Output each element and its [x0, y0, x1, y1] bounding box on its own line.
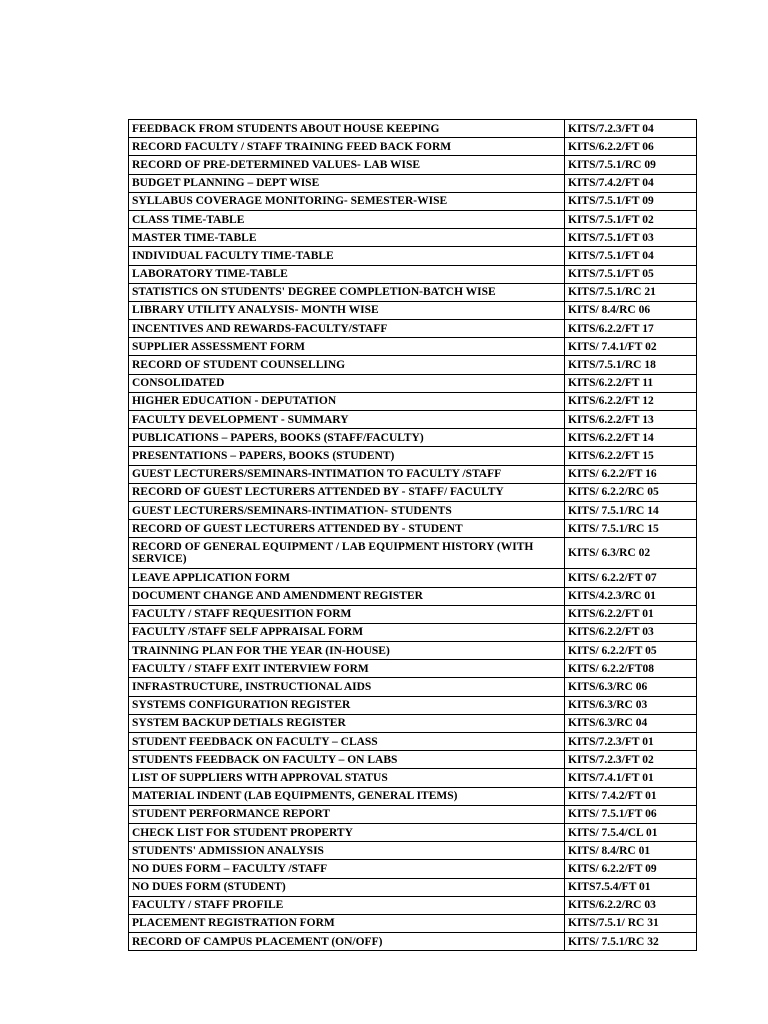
form-title-cell: CONSOLIDATED	[129, 374, 565, 392]
form-code-cell: KITS/7.2.3/FT 02	[565, 751, 697, 769]
form-code-cell: KITS/ 6.2.2/FT 07	[565, 569, 697, 587]
form-title-cell: FACULTY DEVELOPMENT - SUMMARY	[129, 411, 565, 429]
table-row	[129, 842, 697, 860]
form-title-cell: SYSTEM BACKUP DETIALS REGISTER	[129, 714, 565, 732]
table-row	[129, 120, 697, 138]
form-title-cell: GUEST LECTURERS/SEMINARS-INTIMATION TO FACULTY /STAFF	[129, 465, 565, 483]
form-title-cell: PRESENTATIONS – PAPERS, BOOKS (STUDENT)	[129, 447, 565, 465]
form-code-cell: KITS/6.2.2/FT 01	[565, 605, 697, 623]
table-row	[129, 156, 697, 174]
form-code-cell: KITS/7.5.1/FT 03	[565, 229, 697, 247]
table-row	[129, 338, 697, 356]
form-title-cell: STUDENT PERFORMANCE REPORT	[129, 805, 565, 823]
form-code-cell: KITS/6.2.2/RC 03	[565, 896, 697, 914]
form-title-cell: PUBLICATIONS – PAPERS, BOOKS (STAFF/FACULTY)	[129, 429, 565, 447]
table-row	[129, 411, 697, 429]
form-code-cell: KITS/6.2.2/FT 13	[565, 411, 697, 429]
table-row	[129, 320, 697, 338]
table-body	[129, 120, 697, 951]
form-title-cell: RECORD OF GUEST LECTURERS ATTENDED BY - STUDENT	[129, 520, 565, 538]
form-title-cell: STUDENT FEEDBACK ON FACULTY – CLASS	[129, 733, 565, 751]
table-row	[129, 265, 697, 283]
form-title-cell: FEEDBACK FROM STUDENTS ABOUT HOUSE KEEPING	[129, 120, 565, 138]
table-row	[129, 210, 697, 228]
table-row	[129, 787, 697, 805]
form-title-cell: RECORD OF GENERAL EQUIPMENT / LAB EQUIPMENT HISTORY (WITH SERVICE)	[129, 538, 565, 569]
form-code-cell: KITS/6.2.2/FT 17	[565, 320, 697, 338]
form-code-cell: KITS/7.2.3/FT 01	[565, 733, 697, 751]
table-row	[129, 642, 697, 660]
form-code-cell: KITS/7.5.1/RC 18	[565, 356, 697, 374]
table-row	[129, 483, 697, 501]
form-code-cell: KITS/7.5.1/RC 21	[565, 283, 697, 301]
table-row	[129, 769, 697, 787]
form-title-cell: CLASS TIME-TABLE	[129, 210, 565, 228]
table-row	[129, 896, 697, 914]
form-title-cell: INFRASTRUCTURE, INSTRUCTIONAL AIDS	[129, 678, 565, 696]
table-row	[129, 192, 697, 210]
form-title-cell: FACULTY /STAFF SELF APPRAISAL FORM	[129, 623, 565, 641]
table-row	[129, 174, 697, 192]
form-title-cell: GUEST LECTURERS/SEMINARS-INTIMATION- STUDENTS	[129, 501, 565, 519]
form-code-cell: KITS/6.2.2/FT 14	[565, 429, 697, 447]
form-code-cell: KITS/ 6.2.2/FT 16	[565, 465, 697, 483]
form-title-cell: LIST OF SUPPLIERS WITH APPROVAL STATUS	[129, 769, 565, 787]
form-title-cell: FACULTY / STAFF PROFILE	[129, 896, 565, 914]
table-row	[129, 247, 697, 265]
table-row	[129, 714, 697, 732]
form-title-cell: FACULTY / STAFF REQUESITION FORM	[129, 605, 565, 623]
form-title-cell: FACULTY / STAFF EXIT INTERVIEW FORM	[129, 660, 565, 678]
form-title-cell: SUPPLIER ASSESSMENT FORM	[129, 338, 565, 356]
form-code-cell: KITS/ 7.5.1/FT 06	[565, 805, 697, 823]
form-code-cell: KITS/4.2.3/RC 01	[565, 587, 697, 605]
form-code-cell: KITS/ 6.2.2/FT 05	[565, 642, 697, 660]
form-code-cell: KITS/7.2.3/FT 04	[565, 120, 697, 138]
table-row	[129, 878, 697, 896]
form-code-cell: KITS/6.2.2/FT 06	[565, 138, 697, 156]
table-row	[129, 933, 697, 951]
form-title-cell: RECORD FACULTY / STAFF TRAINING FEED BACK FORM	[129, 138, 565, 156]
form-title-cell: LEAVE APPLICATION FORM	[129, 569, 565, 587]
table-row	[129, 501, 697, 519]
form-code-cell: KITS/ 7.4.1/FT 02	[565, 338, 697, 356]
table-row	[129, 392, 697, 410]
form-code-cell: KITS/7.4.1/FT 01	[565, 769, 697, 787]
form-title-cell: CHECK LIST FOR STUDENT PROPERTY	[129, 823, 565, 841]
table-row	[129, 914, 697, 932]
form-code-cell: KITS/ 8.4/RC 01	[565, 842, 697, 860]
table-row	[129, 229, 697, 247]
form-title-cell: RECORD OF STUDENT COUNSELLING	[129, 356, 565, 374]
form-title-cell: INDIVIDUAL FACULTY TIME-TABLE	[129, 247, 565, 265]
form-code-cell: KITS/6.3/RC 04	[565, 714, 697, 732]
form-title-cell: MATERIAL INDENT (LAB EQUIPMENTS, GENERAL ITEMS)	[129, 787, 565, 805]
form-code-cell: KITS/ 6.3/RC 02	[565, 538, 697, 569]
form-title-cell: SYLLABUS COVERAGE MONITORING- SEMESTER-WISE	[129, 192, 565, 210]
form-code-cell: KITS/7.5.1/RC 09	[565, 156, 697, 174]
form-code-cell: KITS/6.2.2/FT 11	[565, 374, 697, 392]
form-code-cell: KITS/7.5.1/FT 09	[565, 192, 697, 210]
table-row	[129, 696, 697, 714]
table-row	[129, 569, 697, 587]
form-code-cell: KITS/6.3/RC 03	[565, 696, 697, 714]
form-title-cell: SYSTEMS CONFIGURATION REGISTER	[129, 696, 565, 714]
table-row	[129, 520, 697, 538]
table-row	[129, 605, 697, 623]
form-title-cell: NO DUES FORM (STUDENT)	[129, 878, 565, 896]
form-title-cell: RECORD OF CAMPUS PLACEMENT (ON/OFF)	[129, 933, 565, 951]
table-row	[129, 374, 697, 392]
form-title-cell: DOCUMENT CHANGE AND AMENDMENT REGISTER	[129, 587, 565, 605]
table-row	[129, 751, 697, 769]
table-row	[129, 623, 697, 641]
form-code-cell: KITS/ 7.5.1/RC 15	[565, 520, 697, 538]
form-code-cell: KITS/ 7.5.4/CL 01	[565, 823, 697, 841]
form-code-cell: KITS/ 6.2.2/RC 05	[565, 483, 697, 501]
table-row	[129, 301, 697, 319]
form-code-cell: KITS/6.2.2/FT 12	[565, 392, 697, 410]
table-row	[129, 678, 697, 696]
table-row	[129, 429, 697, 447]
form-title-cell: LIBRARY UTILITY ANALYSIS- MONTH WISE	[129, 301, 565, 319]
form-title-cell: MASTER TIME-TABLE	[129, 229, 565, 247]
form-title-cell: LABORATORY TIME-TABLE	[129, 265, 565, 283]
form-code-cell: KITS/ 6.2.2/FT08	[565, 660, 697, 678]
table-row	[129, 660, 697, 678]
form-title-cell: STUDENTS FEEDBACK ON FACULTY – ON LABS	[129, 751, 565, 769]
table-row	[129, 733, 697, 751]
table-row	[129, 465, 697, 483]
form-title-cell: BUDGET PLANNING – DEPT WISE	[129, 174, 565, 192]
table-row	[129, 447, 697, 465]
form-code-cell: KITS/ 7.5.1/RC 32	[565, 933, 697, 951]
forms-register-table	[128, 119, 697, 951]
table-row	[129, 587, 697, 605]
form-title-cell: INCENTIVES AND REWARDS-FACULTY/STAFF	[129, 320, 565, 338]
table-row	[129, 356, 697, 374]
form-title-cell: TRAINNING PLAN FOR THE YEAR (IN-HOUSE)	[129, 642, 565, 660]
form-code-cell: KITS/ 7.5.1/RC 14	[565, 501, 697, 519]
form-title-cell: STATISTICS ON STUDENTS' DEGREE COMPLETION-BATCH WISE	[129, 283, 565, 301]
form-title-cell: NO DUES FORM – FACULTY /STAFF	[129, 860, 565, 878]
table-row	[129, 283, 697, 301]
table-row	[129, 823, 697, 841]
form-code-cell: KITS/6.3/RC 06	[565, 678, 697, 696]
form-code-cell: KITS/7.5.1/FT 04	[565, 247, 697, 265]
table-row	[129, 860, 697, 878]
form-code-cell: KITS/ 6.2.2/FT 09	[565, 860, 697, 878]
table-row	[129, 138, 697, 156]
form-code-cell: KITS/7.5.1/FT 02	[565, 210, 697, 228]
form-code-cell: KITS/7.5.1/FT 05	[565, 265, 697, 283]
form-title-cell: RECORD OF PRE-DETERMINED VALUES- LAB WISE	[129, 156, 565, 174]
form-title-cell: STUDENTS' ADMISSION ANALYSIS	[129, 842, 565, 860]
form-title-cell: RECORD OF GUEST LECTURERS ATTENDED BY - STAFF/ FACULTY	[129, 483, 565, 501]
form-code-cell: KITS7.5.4/FT 01	[565, 878, 697, 896]
form-title-cell: HIGHER EDUCATION - DEPUTATION	[129, 392, 565, 410]
form-code-cell: KITS/6.2.2/FT 15	[565, 447, 697, 465]
form-code-cell: KITS/7.5.1/ RC 31	[565, 914, 697, 932]
table-row	[129, 805, 697, 823]
form-code-cell: KITS/ 8.4/RC 06	[565, 301, 697, 319]
form-code-cell: KITS/ 7.4.2/FT 01	[565, 787, 697, 805]
form-code-cell: KITS/7.4.2/FT 04	[565, 174, 697, 192]
form-title-cell: PLACEMENT REGISTRATION FORM	[129, 914, 565, 932]
form-code-cell: KITS/6.2.2/FT 03	[565, 623, 697, 641]
table-row	[129, 538, 697, 569]
